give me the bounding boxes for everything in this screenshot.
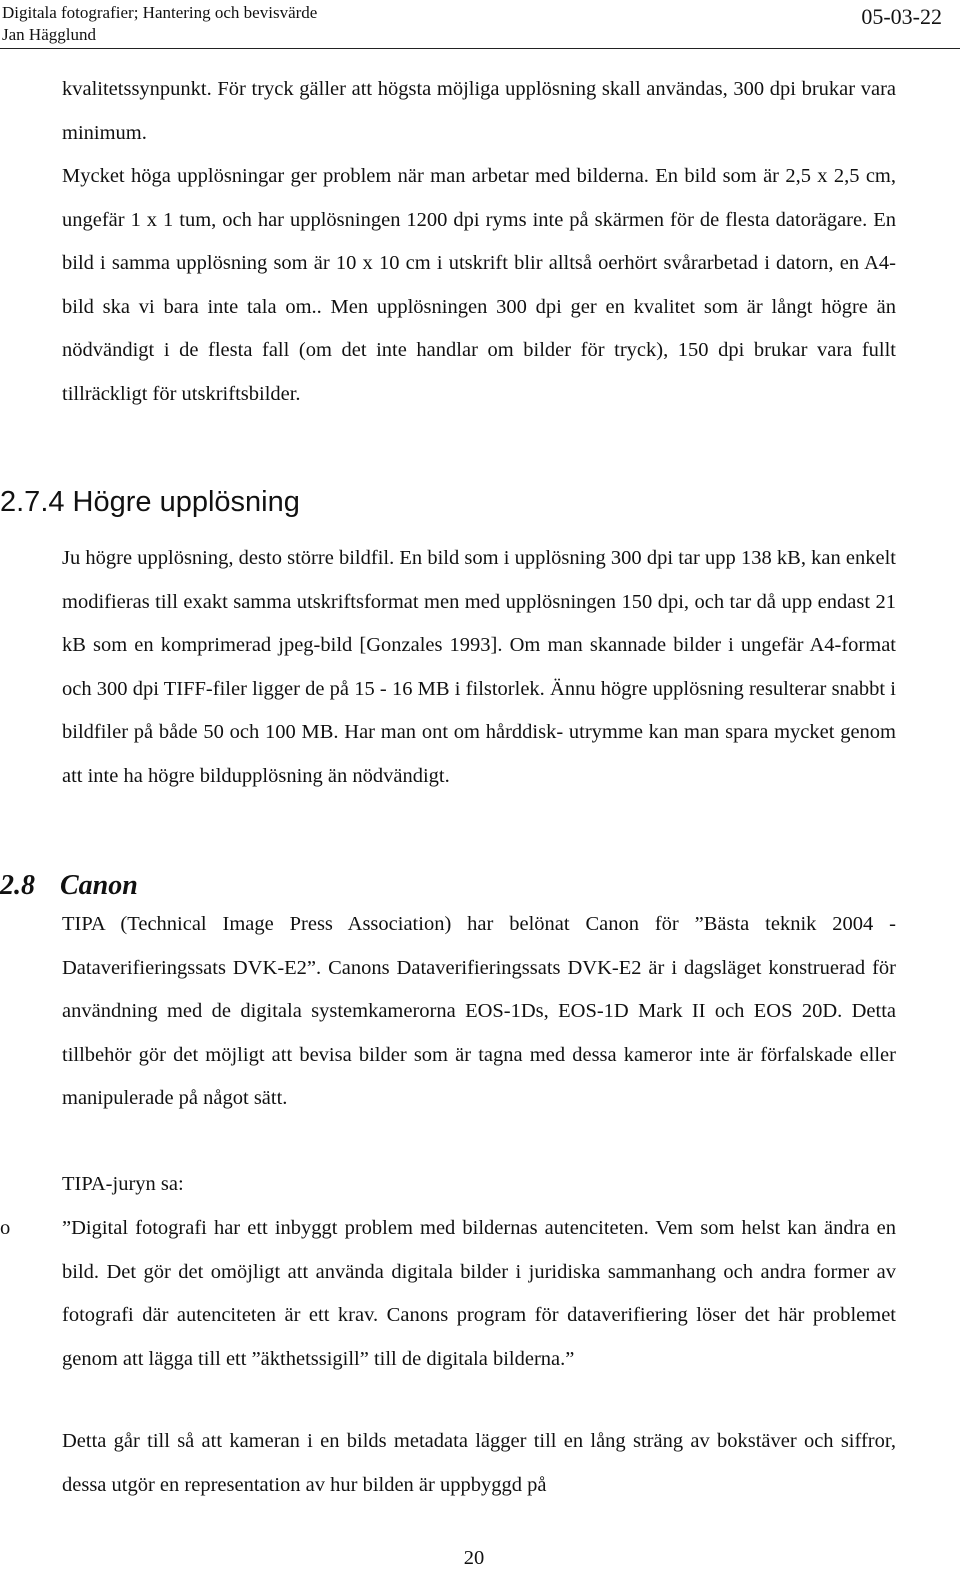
document-author: Jan Hägglund (2, 25, 96, 44)
section-number: 2.8 (0, 870, 35, 901)
page-header (0, 0, 960, 50)
page-number: 20 (463, 1547, 485, 1569)
paragraph-jury-intro: TIPA-juryn sa: (62, 1173, 184, 1195)
section-title: Canon (60, 870, 138, 901)
header-divider (0, 48, 960, 49)
paragraph-tipa-award: TIPA (Technical Image Press Association) har belönat Canon för ”Bästa teknik 2004 - Dataverifieringssats DVK-E2”. Canons Dataverifieringssats DVK-E2 är i dagsläget konstruerad för användning med de digitala systemkamerorna EOS-1Ds, EOS-1D Mark II och EOS 20D. Detta tillbehör gör det möjligt att bevisa bilder som är tagna med dessa kameror inte är förfalskade eller manipulerade på något sätt. (62, 913, 896, 1110)
paragraph-high-resolution-problems: Mycket höga upplösningar ger problem när man arbetar med bilderna. En bild som är 2,5 x 2,5 cm, ungefär 1 x 1 tum, och har upplösningen 1200 dpi ryms inte på skärmen för de flesta datorägare. En bild i samma upplösning som är 10 x 10 cm i utskrift blir alltså oerhört svårarbetad i datorn, en A4-bild ska vi bara inte tala om.. Men upplösningen 300 dpi ger en kvalitet som är långt högre än nödvändigt i de flesta fall (om det inte handlar om bilder för tryck), 150 dpi brukar vara fullt tillräckligt för utskriftsbilder. (62, 165, 896, 405)
document-date: 05-03-22 (861, 4, 942, 29)
paragraph-jury-quote: ”Digital fotografi har ett inbyggt problem med bildernas autenciteten. Vem som helst kan ändra en bild. Det gör det omöjligt att använda digitala bilder i juridiska sammanhang och andra former av fotografi där autenciteten är ett krav. Canons program för dataverifiering löser det här problemet genom att lägga till ett ”äkthetssigill” till de digitala bilderna.” (62, 1217, 896, 1370)
subsection-heading: 2.7.4 Högre upplösning (0, 486, 300, 518)
section-heading (0, 868, 138, 904)
bullet-marker: o (0, 1217, 11, 1239)
paragraph-metadata: Detta går till så att kameran i en bilds metadata lägger till en lång sträng av bokstäver och siffror, dessa utgör en representation av hur bilden är uppbyggd på (62, 1430, 896, 1496)
paragraph-print-resolution: kvalitetssynpunkt. För tryck gäller att högsta möjliga upplösning skall användas, 300 dpi brukar vara minimum. (62, 78, 896, 144)
document-title: Digitala fotografier; Hantering och bevisvärde (2, 3, 318, 22)
paragraph-file-size: Ju högre upplösning, desto större bildfil. En bild som i upplösning 300 dpi tar upp 138 kB, kan enkelt modifieras till exakt samma utskriftsformat men med upplösningen 150 dpi, och tar då upp endast 21 kB som en komprimerad jpeg-bild [Gonzales 1993]. Om man skannade bilder i ungefär A4-format och 300 dpi TIFF-filer ligger de på 15 - 16 MB i filstorlek. Ännu högre upplösning resulterar snabbt i bildfiler på både 50 och 100 MB. Har man ont om hårddisk- utrymme kan man spara mycket genom att inte ha högre bildupplösning än nödvändigt. (62, 547, 896, 787)
